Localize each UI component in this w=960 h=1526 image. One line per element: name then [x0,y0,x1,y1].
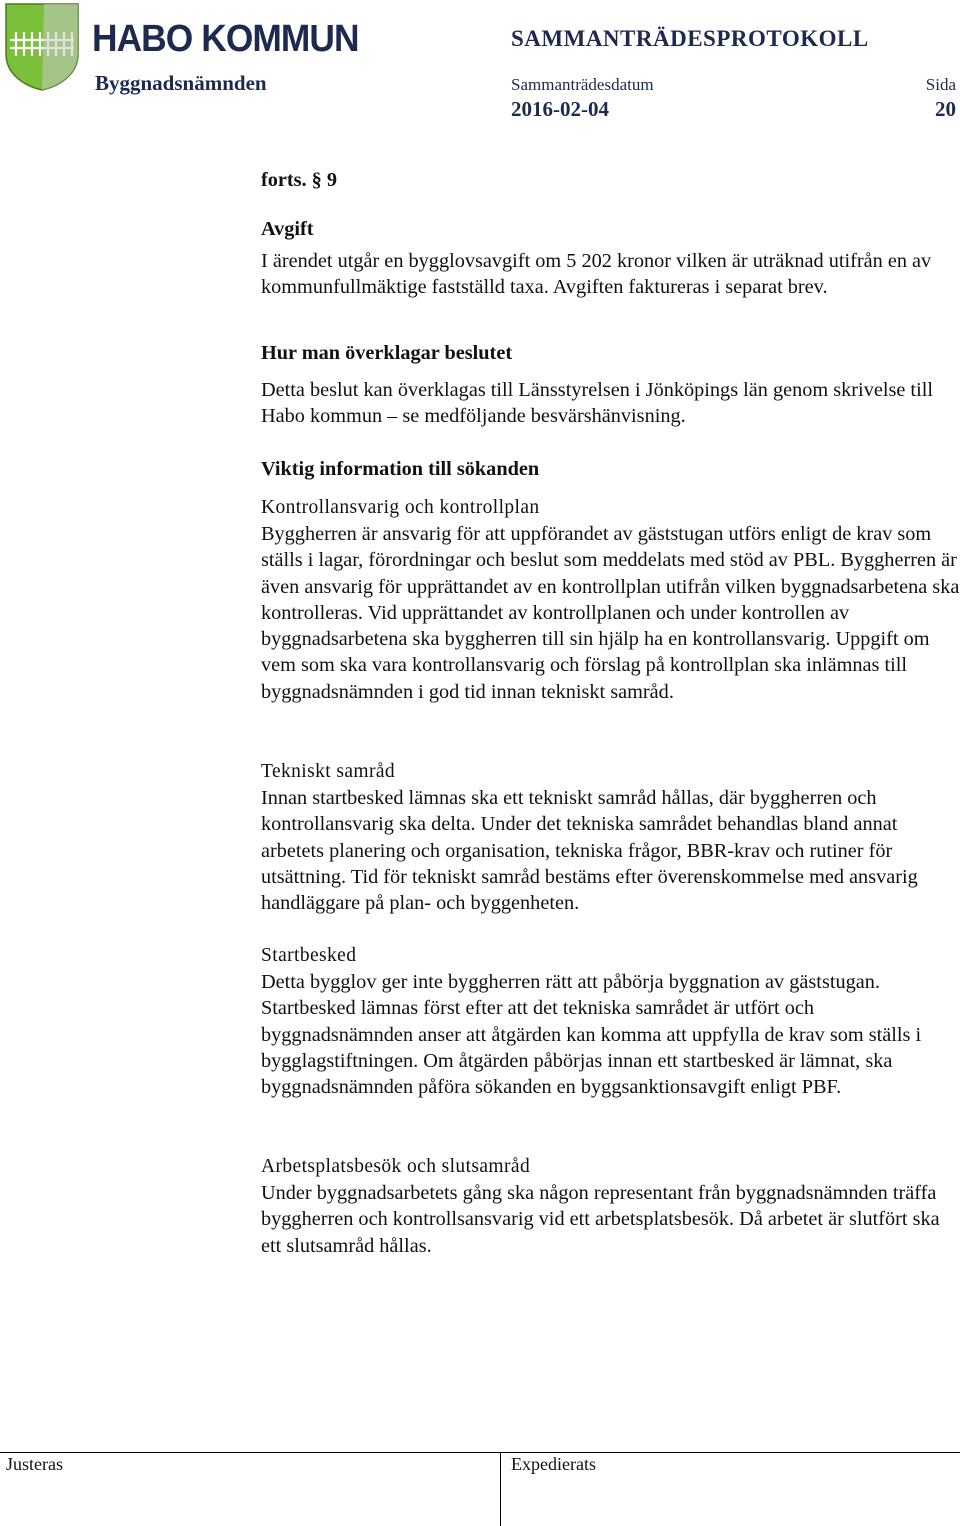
page-label: Sida [925,75,956,94]
section-title-start-notice: Startbesked [261,945,357,966]
section-text-site-visit: Under byggnadsarbetets gång ska någon representant från byggnadsnämnden träffa byggherren och kontrollsansvarig vid ett arbetsplatsbesök. Då arbetet är slutfört ska ett slutsamråd hållas. [261,1182,940,1257]
continuation-heading: forts. § 9 [261,169,338,191]
section-title-site-visit: Arbetsplatsbesök och slutsamråd [261,1156,531,1177]
footer-column-divider [500,1452,501,1526]
appeal-heading: Hur man överklagar beslutet [261,342,513,364]
meeting-date-label: Sammanträdesdatum [511,75,654,94]
footer-justeras-label: Justeras [6,1454,63,1474]
meeting-date: 2016-02-04 [511,97,609,121]
footer-expedierats-label: Expedierats [511,1454,596,1474]
page-number: 20 [935,97,956,121]
section-text-control: Byggherren är ansvarig för att uppförandet av gäststugan utförs enligt de krav som ställs i lagar, förordningar och beslut som meddelats med stöd av PBL. Byggherren är även ansvarig för upprättandet av en kontrollplan utifrån vilken byggnadsarbetena ska kontrolleras. Vid upprättandet av kontrollplanen och under kontrollen av byggnadsarbetena ska byggherren till sin hjälp ha en kontrollansvarig. Uppgift om vem som ska vara kontrollansvarig och förslag på kontrollplan ska inlämnas till byggnadsnämnden i god tid innan tekniskt samråd. [261,523,960,703]
document-type-title: SAMMANTRÄDESPROTOKOLL [511,26,869,51]
habo-kommun-coat-of-arms-logo [4,2,80,92]
section-text-technical-consultation: Innan startbesked lämnas ska ett tekniskt samråd hållas, där byggherren och kontrollansvarig ska delta. Under det tekniska samrådet behandlas bland annat arbetets planering och organisation, tekniska frågor, BBR-krav och rutiner för utsättning. Tid för tekniskt samråd bestäms efter överenskommelse med ansvarig handläggare på plan- och byggenheten. [261,787,918,915]
committee-name: Byggnadsnämnden [95,71,267,95]
section-title-control: Kontrollansvarig och kontrollplan [261,497,540,518]
fee-heading: Avgift [261,218,314,240]
fee-text: I ärendet utgår en bygglovsavgift om 5 202 kronor vilken är uträknad utifrån en av kommunfullmäktige fastställd taxa. Avgiften faktureras i separat brev. [261,250,932,299]
section-title-technical-consultation: Tekniskt samråd [261,761,396,782]
municipality-logo-wordmark: HABO KOMMUN [92,18,359,60]
footer-divider-line [0,1452,960,1453]
section-text-start-notice: Detta bygglov ger inte byggherren rätt att påbörja byggnation av gäststugan. Startbesked lämnas först efter att det tekniska samrådet är utfört och byggnadsnämnden anser att åtgärden kan komma att uppfylla de krav som ställs i bygglagstiftningen. Om åtgärden påbörjas innan ett startbesked är lämnat, ska byggnadsnämnden påföra sökanden en byggsanktionsavgift enligt PBF. [261,971,922,1099]
info-heading: Viktig information till sökanden [261,458,540,480]
appeal-text: Detta beslut kan överklagas till Länsstyrelsen i Jönköpings län genom skrivelse till Habo kommun – se medföljande besvärshänvisning. [261,379,933,428]
